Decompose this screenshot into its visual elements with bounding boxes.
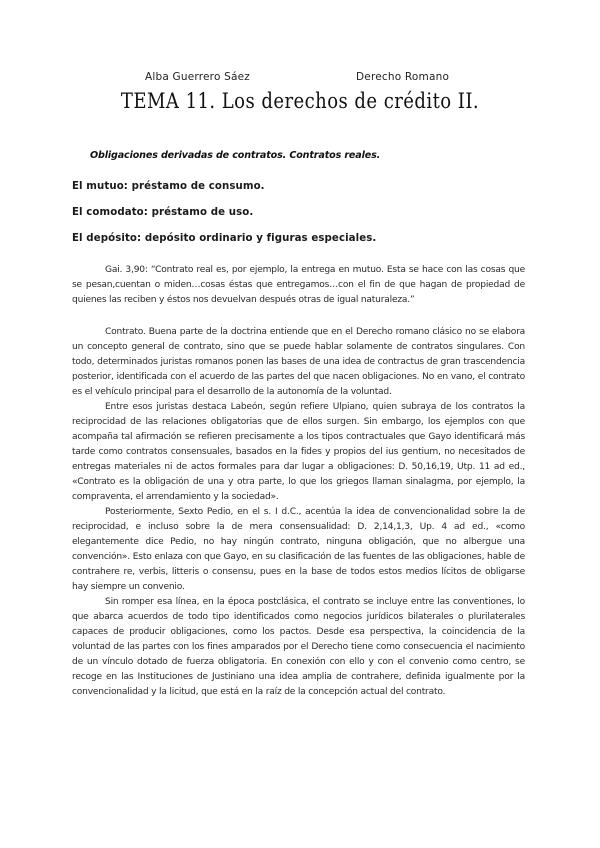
- paragraph-pedio: Posteriormente, Sexto Pedio, en el s. I d.C., acentúa la idea de convencionalidad sobre la de reciprocidad, e incluso sobre la de mera consensualidad: D. 2,14,1,3, Up. 4 ad ed., «como elegantemente dice Pedio, no hay ningún contrato, ninguna obligación, que no albergue una convención». Esto enlaza con que Gayo, en su clasificación de las fuentes de las obligaciones, hable de contrahere re, verbis, litteris o consensu, pues en la base de todos estos medios lícitos de obligarse hay siempre un convenio.: [72, 507, 525, 592]
- paragraph-labeon: Entre esos juristas destaca Labeón, según refiere Ulpiano, quien subraya de los contratos la reciprocidad de las relaciones obligatorias que de ellos surgen. Sin embargo, los ejemplos con que acompaña tal afirmación se refieren precisamente a los tipos contractuales que Gayo identificará más tarde como contratos consensuales, basados en la fides y propios del ius gentium, no necesitados de entregas materiales ni de actos formales para dar lugar a obligaciones: D. 50,16,19, Utp. 11 ad ed., «Contrato es la obligación de una y otra parte, lo que los griegos llaman sinalagma, por ejemplo, la compraventa, el arrendamiento y la sociedad».: [72, 402, 525, 502]
- header-subject: Derecho Romano: [356, 71, 450, 83]
- header-author: Alba Guerrero Sáez: [145, 71, 250, 83]
- subheading-comodato: El comodato: préstamo de uso.: [72, 207, 254, 218]
- page-title: TEMA 11. Los derechos de crédito II.: [120, 89, 480, 113]
- section-heading: Obligaciones derivadas de contratos. Contratos reales.: [90, 150, 381, 161]
- paragraph-contrato: Contrato. Buena parte de la doctrina entiende que en el Derecho romano clásico no se elabora un concepto general de contrato, sino que se puede hablar solamente de contratos singulares. Con todo, determinados juristas romanos ponen las bases de una idea de contractus de gran trascendencia posterior, identificada con el acuerdo de las partes del que nacen obligaciones. No en vano, el contrato es el vehículo principal para el desarrollo de la autonomía de la voluntad.: [72, 327, 525, 397]
- subheading-mutuo: El mutuo: préstamo de consumo.: [72, 181, 265, 192]
- gaius-quote: [72, 263, 525, 308]
- subheading-deposito: El depósito: depósito ordinario y figuras especiales.: [72, 233, 377, 244]
- body-text: [72, 325, 525, 700]
- paragraph-postclasica: Sin romper esa línea, en la época postclásica, el contrato se incluye entre las conventiones, lo que abarca acuerdos de todo tipo identificados como negocios jurídicos bilaterales o plurilaterales capaces de producir obligaciones, como los pactos. Desde esa perspectiva, la coincidencia de la voluntad de las partes con los fines amparados por el Derecho tiene como consecuencia el nacimiento de un vínculo dotado de fuerza obligatoria. En conexión con ello y con el convenio como centro, se recoge en las Instituciones de Justiniano una idea amplia de contrahere, definida igualmente por la convencionalidad y la licitud, que está en la raíz de la concepción actual del contrato.: [72, 597, 525, 697]
- quote-text: Gai. 3,90: “Contrato real es, por ejemplo, la entrega en mutuo. Esta se hace con las cosas que se pesan,cuentan o miden…cosas éstas que entregamos…con el fin de que hagan de propiedad de quienes las reciben y éstos nos devuelvan después otras de igual naturaleza.”: [72, 265, 525, 305]
